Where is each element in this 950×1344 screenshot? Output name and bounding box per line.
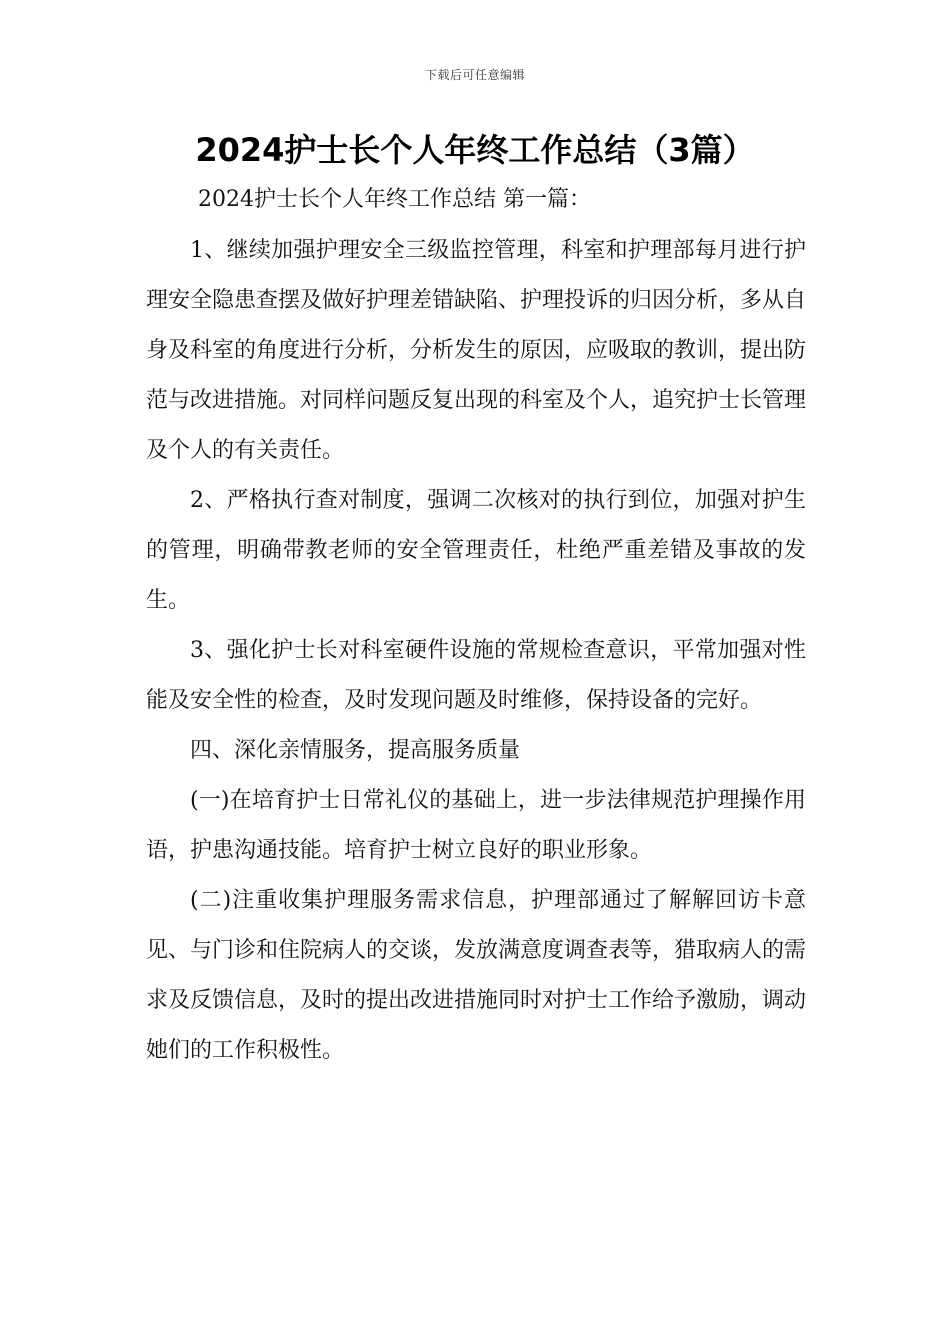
document-body [146, 226, 806, 1076]
document-subtitle: 2024护士长个人年终工作总结 第一篇： [198, 187, 591, 212]
paragraph-item-2: 2、严格执行查对制度，强调二次核对的执行到位，加强对护生的管理，明确带教老师的安全管理责任，杜绝严重差错及事故的发生。 [146, 488, 806, 613]
paragraph-item-1: 1、继续加强护理安全三级监控管理，科室和护理部每月进行护理安全隐患查摆及做好护理差错缺陷、护理投诉的归因分析，多从自身及科室的角度进行分析，分析发生的原因，应吸取的教训，提出防范与改进措施。对同样问题反复出现的科室及个人，追究护士长管理及个人的有关责任。 [146, 238, 807, 463]
document-title: 2024护士长个人年终工作总结（3篇） [195, 131, 755, 169]
section-heading: 四、深化亲情服务，提高服务质量 [190, 738, 521, 763]
download-note: 下载后可任意编辑 [424, 68, 525, 82]
paragraph-item-3: 3、强化护士长对科室硬件设施的常规检查意识，平常加强对性能及安全性的检查，及时发现问题及时维修，保持设备的完好。 [146, 638, 806, 713]
paragraph-item-4: (一)在培育护士日常礼仪的基础上，进一步法律规范护理操作用语，护患沟通技能。培育护士树立良好的职业形象。 [146, 788, 806, 863]
paragraph-item-5: (二)注重收集护理服务需求信息，护理部通过了解解回访卡意见、与门诊和住院病人的交谈，发放满意度调查表等，猎取病人的需求及反馈信息，及时的提出改进措施同时对护士工作给予激励，调动她们的工作积极性。 [146, 888, 807, 1063]
